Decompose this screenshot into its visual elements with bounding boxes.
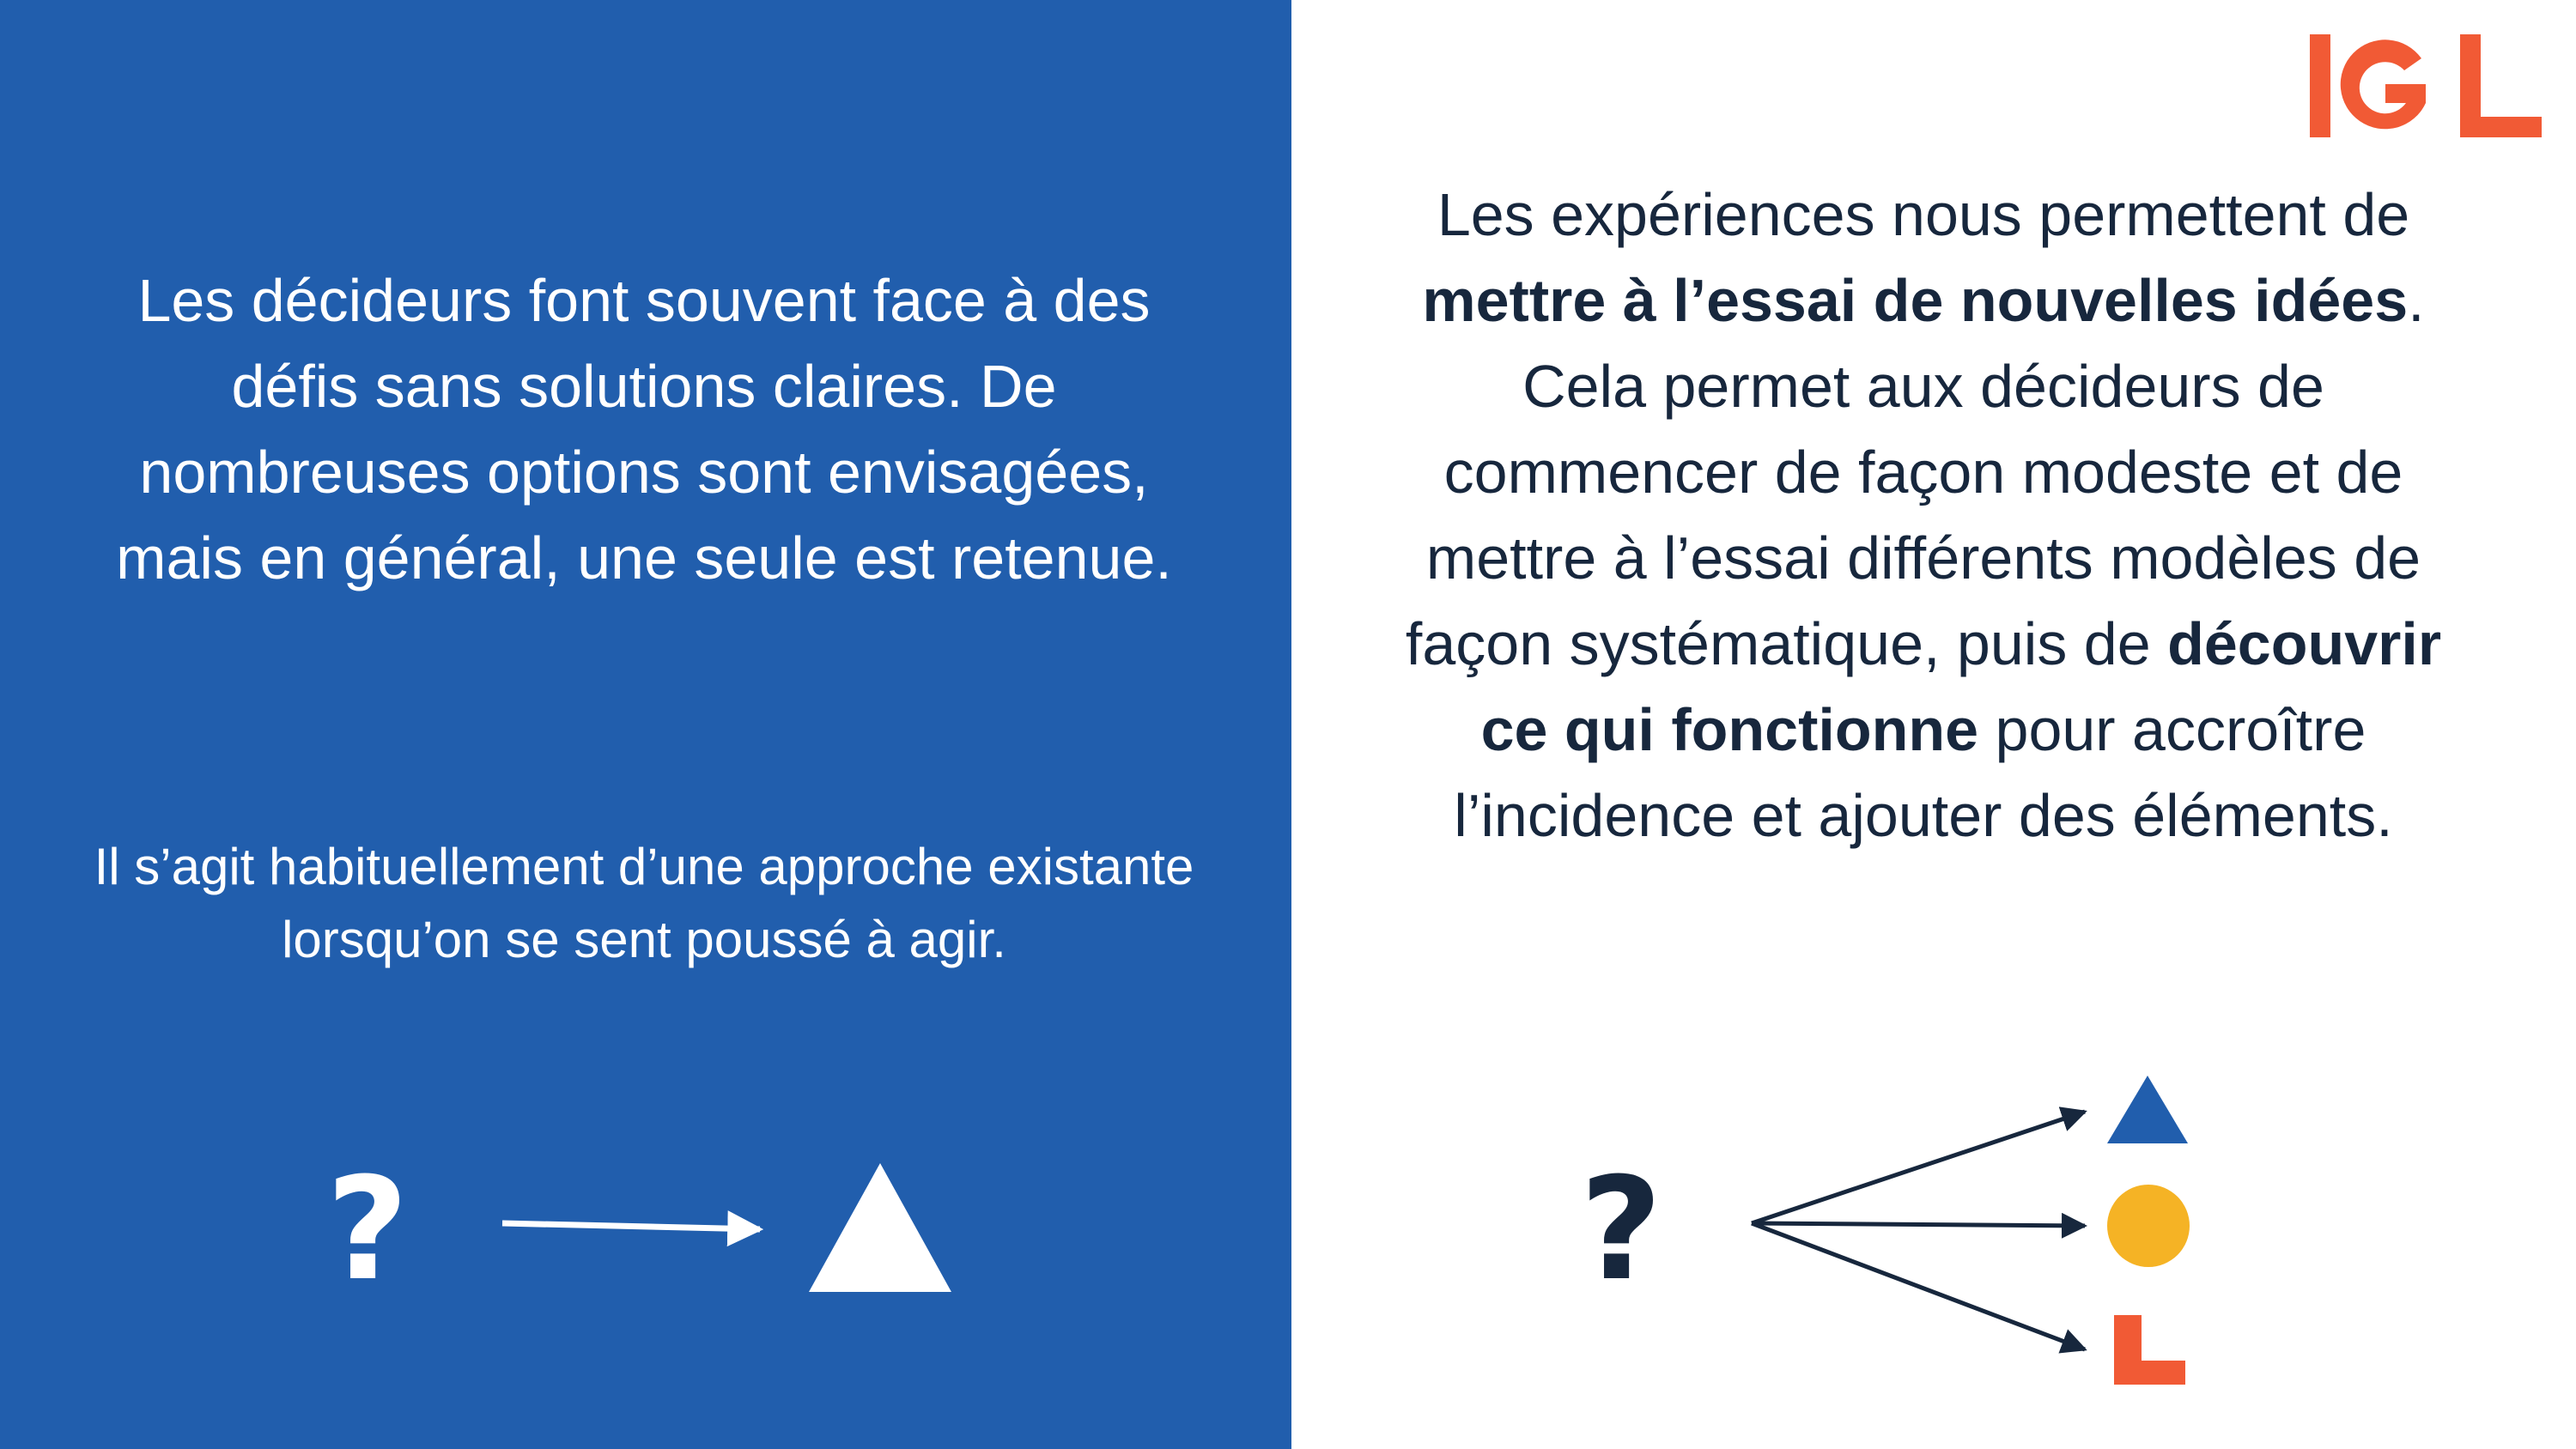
right-text-segment-1: Les expériences nous permettent de <box>1437 181 2410 248</box>
white-triangle-icon <box>809 1163 951 1292</box>
left-sub-paragraph: Il s’agit habituellement d’une approche existante lorsqu’on se sent poussé à agir. <box>94 838 1194 968</box>
orange-l-shape-icon <box>2114 1315 2185 1385</box>
arrow-to-triangle <box>1752 1112 2085 1223</box>
left-arrow <box>502 1223 760 1229</box>
yellow-circle-icon <box>2107 1185 2190 1267</box>
left-question-mark-icon: ? <box>326 1147 409 1312</box>
arrow-to-l-shape <box>1752 1223 2085 1349</box>
blue-triangle-icon <box>2107 1076 2188 1143</box>
arrow-to-circle <box>1752 1223 2085 1226</box>
left-main-paragraph: Les décideurs font souvent face à des défis sans solutions claires. De nombreuses options sont envisagées, mais en général, une seule est retenue. <box>116 267 1172 591</box>
right-bold-phrase-1: mettre à l’essai de nouvelles idées <box>1422 267 2409 334</box>
right-bold-phrase-2: découvrir ce qui fonctionne <box>1480 610 2442 763</box>
right-text-segment-2: . Cela permet aux décideurs de commencer de façon modeste et de mettre à l’essai différents modèles de façon systématique, puis de <box>1405 267 2425 677</box>
right-text-segment-3: pour accroître l’incidence et ajouter des éléments. <box>1454 696 2393 849</box>
right-question-mark-icon: ? <box>1580 1147 1662 1312</box>
